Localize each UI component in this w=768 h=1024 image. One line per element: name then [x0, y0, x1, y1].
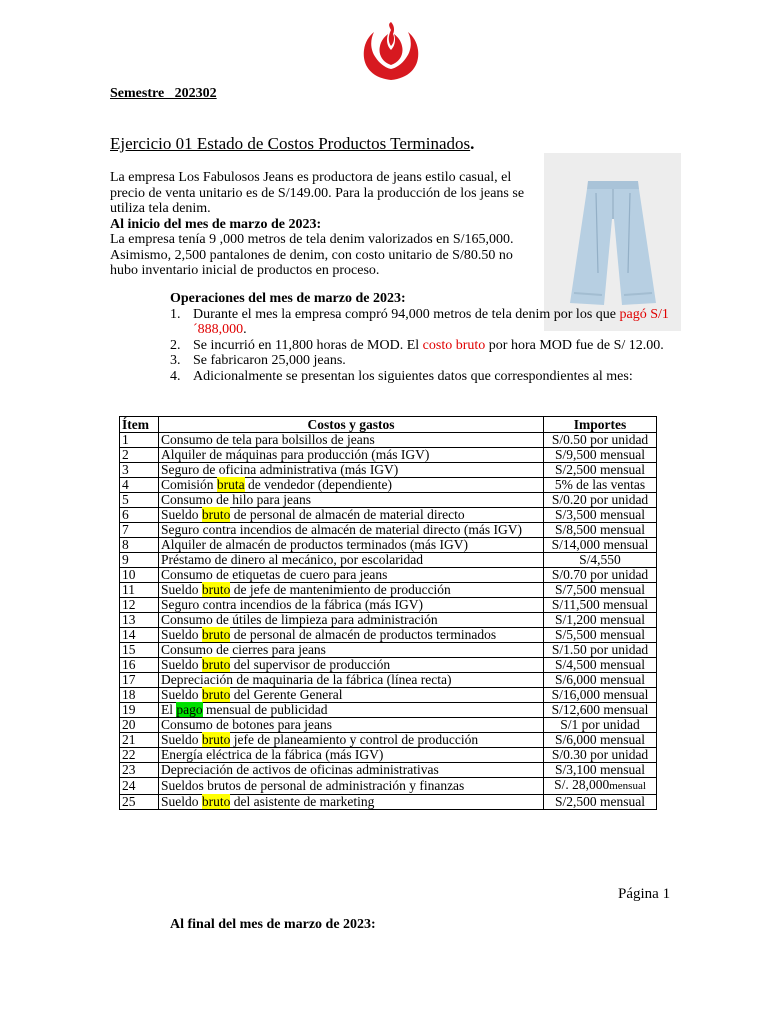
- upc-flame-logo: [358, 22, 424, 82]
- exercise-title-text: Ejercicio 01 Estado de Costos Productos Terminados: [110, 134, 471, 153]
- table-row: [120, 508, 657, 523]
- operation-text: Se incurrió en 11,800 horas de MOD. El: [193, 337, 423, 353]
- operation-text-end: .: [243, 322, 247, 337]
- cell-amount: [544, 718, 657, 733]
- operations-section: [170, 291, 670, 384]
- cell-amount: [544, 733, 657, 748]
- description-text: Sueldos brutos de personal de administración y finanzas: [161, 778, 465, 793]
- description-text-end: jefe de planeamiento y control de producción: [230, 732, 479, 748]
- header-imp: Importes: [544, 417, 657, 433]
- amount-text: S/0.20 por unidad: [551, 492, 649, 508]
- operation-item: [170, 369, 670, 385]
- intro-paragraph: La empresa Los Fabulosos Jeans es productora de jeans estilo casual, el precio de venta unitario es de S/149.00. Para la producción de los jeans se utiliza tela denim.: [110, 170, 525, 216]
- cell-amount: [544, 478, 657, 493]
- table-row: [120, 763, 657, 778]
- highlighted-word: bruta: [216, 477, 245, 493]
- operation-red-text: costo bruto: [422, 337, 486, 353]
- cell-amount: [544, 643, 657, 658]
- cell-description: [159, 763, 544, 778]
- cell-item-number: 15: [120, 643, 159, 658]
- table-row: [120, 448, 657, 463]
- description-text: Consumo de tela para bolsillos de jeans: [161, 432, 375, 448]
- description-text: Consumo de botones para jeans: [161, 717, 332, 733]
- cell-item-number: 12: [120, 598, 159, 613]
- description-text: Seguro de oficina administrativa (más IGV): [161, 462, 399, 478]
- description-text-end: de jefe de mantenimiento de producción: [230, 582, 451, 598]
- description-text-end: del Gerente General: [230, 687, 343, 703]
- cell-amount: [544, 778, 657, 795]
- operation-item: [170, 338, 670, 354]
- cell-item-number: 19: [120, 703, 159, 718]
- table-row: [120, 673, 657, 688]
- cell-description: [159, 658, 544, 673]
- cell-description: [159, 794, 544, 809]
- cell-description: [159, 478, 544, 493]
- cell-description: [159, 778, 544, 795]
- table-row: [120, 463, 657, 478]
- table-row: [120, 794, 657, 809]
- amount-text: S/. 28,000: [554, 777, 610, 792]
- cell-amount: [544, 568, 657, 583]
- description-text-end: del supervisor de producción: [230, 657, 391, 673]
- amount-text: 5% de las ventas: [554, 477, 646, 493]
- cell-item-number: 25: [120, 794, 159, 809]
- cell-item-number: 14: [120, 628, 159, 643]
- amount-text: S/3,100 mensual: [555, 762, 645, 778]
- description-text: Sueldo: [161, 732, 202, 748]
- operation-item: [170, 307, 670, 338]
- start-heading: Al inicio del mes de marzo de 2023:: [110, 216, 322, 232]
- cell-amount: [544, 448, 657, 463]
- description-text: Depreciación de activos de oficinas administrativas: [161, 762, 439, 778]
- description-text: Préstamo de dinero al mecánico, por escolaridad: [161, 552, 424, 568]
- operation-number: 3.: [170, 353, 181, 368]
- amount-text: S/6,000 mensual: [555, 732, 645, 748]
- highlighted-word: bruto: [201, 582, 231, 598]
- amount-text: S/14,000 mensual: [551, 537, 649, 553]
- amount-text: S/5,500 mensual: [555, 627, 645, 643]
- amount-text: S/2,500 mensual: [555, 793, 645, 809]
- cell-description: [159, 643, 544, 658]
- description-text: Seguro contra incendios de almacén de material directo (más IGV): [161, 522, 522, 538]
- cell-description: [159, 718, 544, 733]
- table-row: [120, 628, 657, 643]
- cell-amount: [544, 748, 657, 763]
- table-row: [120, 523, 657, 538]
- cell-description: [159, 568, 544, 583]
- amount-unit-small: mensual: [609, 780, 646, 792]
- operation-red-text: pagó S/1´888,000: [193, 306, 669, 337]
- intro-section: [110, 170, 535, 279]
- final-heading: Al final del mes de marzo de 2023:: [170, 917, 376, 932]
- description-text-end: de personal de almacén de productos terminados: [230, 627, 497, 643]
- cell-amount: [544, 794, 657, 809]
- cell-description: [159, 433, 544, 448]
- amount-text: S/0.50 por unidad: [551, 432, 649, 448]
- amount-text: S/11,500 mensual: [551, 597, 649, 613]
- cell-item-number: 24: [120, 778, 159, 795]
- highlighted-word: bruto: [201, 732, 231, 748]
- cell-amount: [544, 658, 657, 673]
- cell-item-number: 3: [120, 463, 159, 478]
- highlighted-word: pago: [176, 702, 203, 718]
- cell-item-number: 18: [120, 688, 159, 703]
- table-body: [120, 433, 657, 810]
- cell-item-number: 9: [120, 553, 159, 568]
- description-text: Sueldo: [161, 793, 202, 809]
- cell-item-number: 16: [120, 658, 159, 673]
- amount-text: S/6,000 mensual: [555, 672, 645, 688]
- cell-amount: [544, 673, 657, 688]
- table-row: [120, 718, 657, 733]
- table-row: [120, 658, 657, 673]
- cell-amount: [544, 628, 657, 643]
- cell-description: [159, 598, 544, 613]
- description-text: Sueldo: [161, 627, 202, 643]
- operation-number: 2.: [170, 337, 181, 353]
- table-row: [120, 493, 657, 508]
- amount-text: S/4,500 mensual: [555, 657, 645, 673]
- operation-number: 4.: [170, 368, 181, 384]
- highlighted-word: bruto: [201, 793, 231, 809]
- description-text: Alquiler de máquinas para producción (más IGV): [161, 447, 430, 463]
- amount-text: S/0.30 por unidad: [551, 747, 649, 763]
- table-row: [120, 778, 657, 795]
- description-text: Sueldo: [161, 687, 202, 703]
- description-text: Consumo de cierres para jeans: [161, 642, 326, 658]
- description-text-end: de vendedor (dependiente): [244, 477, 392, 493]
- highlighted-word: bruto: [201, 687, 231, 703]
- description-text: Sueldo: [161, 582, 202, 598]
- description-text: El: [161, 702, 177, 718]
- table-row: [120, 748, 657, 763]
- exercise-title: [110, 134, 474, 154]
- operation-text: Se fabricaron 25,000 jeans.: [193, 353, 346, 368]
- cell-description: [159, 628, 544, 643]
- highlighted-word: bruto: [201, 627, 231, 643]
- table-row: [120, 688, 657, 703]
- cell-description: [159, 733, 544, 748]
- description-text: Depreciación de maquinaria de la fábrica (línea recta): [161, 672, 452, 688]
- amount-text: S/2,500 mensual: [555, 462, 645, 478]
- operation-text: Adicionalmente se presentan los siguientes datos que correspondientes al mes:: [193, 368, 633, 384]
- cell-description: [159, 508, 544, 523]
- description-text-end: mensual de publicidad: [202, 702, 328, 718]
- cell-amount: [544, 598, 657, 613]
- amount-text: S/0.70 por unidad: [551, 567, 649, 583]
- cell-amount: [544, 553, 657, 568]
- cell-description: [159, 463, 544, 478]
- table-row: [120, 478, 657, 493]
- semester-label: Semestre_ 202302: [110, 86, 217, 101]
- start-text-1: La empresa tenía 9 ,000 metros de tela denim valorizados en S/165,000.: [110, 232, 514, 247]
- cell-item-number: 8: [120, 538, 159, 553]
- operation-item: [170, 353, 670, 369]
- amount-text: S/7,500 mensual: [555, 582, 645, 598]
- cell-item-number: 17: [120, 673, 159, 688]
- cell-description: [159, 493, 544, 508]
- operation-text-end: por hora MOD fue de S/ 12.00.: [485, 337, 664, 353]
- cell-amount: [544, 538, 657, 553]
- header-desc: Costos y gastos: [159, 417, 544, 433]
- description-text: Consumo de hilo para jeans: [161, 492, 311, 508]
- highlighted-word: bruto: [201, 657, 231, 673]
- description-text: Sueldo: [161, 657, 202, 673]
- description-text: Sueldo: [161, 507, 202, 523]
- cell-item-number: 20: [120, 718, 159, 733]
- description-text: Seguro contra incendios de la fábrica (más IGV): [161, 597, 424, 613]
- amount-text: S/16,000 mensual: [551, 687, 649, 703]
- amount-text: S/12,600 mensual: [551, 702, 649, 718]
- cell-item-number: 23: [120, 763, 159, 778]
- cell-item-number: 4: [120, 478, 159, 493]
- description-text-end: del asistente de marketing: [230, 793, 375, 809]
- table-row: [120, 433, 657, 448]
- amount-text: S/1.50 por unidad: [551, 642, 649, 658]
- amount-text: S/8,500 mensual: [555, 522, 645, 538]
- start-text-2: Asimismo, 2,500 pantalones de denim, con costo unitario de S/80.50 no hubo inventario inicial de productos en proceso.: [110, 247, 513, 278]
- header-item: Ítem: [120, 417, 159, 433]
- operations-list: [170, 307, 670, 385]
- cell-description: [159, 703, 544, 718]
- highlighted-word: bruto: [201, 507, 231, 523]
- amount-text: S/4,550: [579, 552, 621, 568]
- cell-item-number: 2: [120, 448, 159, 463]
- table-row: [120, 733, 657, 748]
- amount-text: S/3,500 mensual: [555, 507, 645, 523]
- exercise-title-period: .: [470, 134, 475, 153]
- description-text: Consumo de útiles de limpieza para administración: [161, 612, 438, 628]
- cell-item-number: 6: [120, 508, 159, 523]
- table-row: [120, 703, 657, 718]
- cell-amount: [544, 508, 657, 523]
- cell-item-number: 22: [120, 748, 159, 763]
- table-row: [120, 598, 657, 613]
- cell-item-number: 7: [120, 523, 159, 538]
- operation-number: 1.: [170, 306, 181, 322]
- cell-amount: [544, 523, 657, 538]
- table-row: [120, 568, 657, 583]
- page-number: Página 1: [618, 886, 671, 902]
- amount-text: S/1 por unidad: [560, 717, 640, 733]
- cell-item-number: 5: [120, 493, 159, 508]
- description-text: Alquiler de almacén de productos terminados (más IGV): [161, 537, 469, 553]
- cell-description: [159, 673, 544, 688]
- cell-description: [159, 553, 544, 568]
- cell-item-number: 11: [120, 583, 159, 598]
- cell-amount: [544, 703, 657, 718]
- amount-text: S/9,500 mensual: [555, 447, 645, 463]
- operations-heading: Operaciones del mes de marzo de 2023:: [170, 291, 406, 306]
- description-text-end: de personal de almacén de material directo: [230, 507, 465, 523]
- description-text: Energía eléctrica de la fábrica (más IGV): [161, 747, 384, 763]
- cell-amount: [544, 613, 657, 628]
- cell-description: [159, 688, 544, 703]
- amount-text: S/1,200 mensual: [555, 612, 645, 628]
- table-row: [120, 583, 657, 598]
- cell-amount: [544, 763, 657, 778]
- table-row: [120, 538, 657, 553]
- table-row: [120, 613, 657, 628]
- description-text: Comisión: [161, 477, 217, 493]
- cell-amount: [544, 433, 657, 448]
- cell-item-number: 1: [120, 433, 159, 448]
- cell-description: [159, 538, 544, 553]
- cell-amount: [544, 463, 657, 478]
- table-header-row: [120, 417, 657, 433]
- cell-description: [159, 583, 544, 598]
- cell-amount: [544, 688, 657, 703]
- cell-description: [159, 448, 544, 463]
- cell-description: [159, 523, 544, 538]
- table-row: [120, 553, 657, 568]
- cell-item-number: 21: [120, 733, 159, 748]
- cell-item-number: 13: [120, 613, 159, 628]
- description-text: Consumo de etiquetas de cuero para jeans: [161, 567, 388, 583]
- cell-amount: [544, 583, 657, 598]
- cell-amount: [544, 493, 657, 508]
- table-row: [120, 643, 657, 658]
- operation-text: Durante el mes la empresa compró 94,000 metros de tela denim por los que: [193, 306, 620, 322]
- cell-item-number: 10: [120, 568, 159, 583]
- costs-table: [119, 416, 657, 810]
- cell-description: [159, 748, 544, 763]
- cell-description: [159, 613, 544, 628]
